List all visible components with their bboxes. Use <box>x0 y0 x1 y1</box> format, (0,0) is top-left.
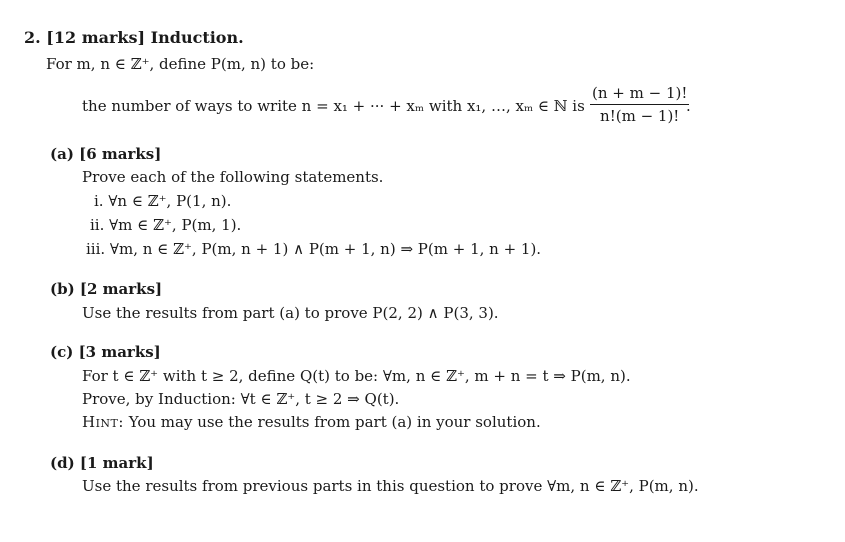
fraction-period: . <box>686 97 691 115</box>
hint-text: You may use the results from part (a) in your solution. <box>128 413 541 431</box>
part-c-label: (c) <box>50 343 74 361</box>
part-d-marks: [1 mark] <box>79 454 154 472</box>
part-b-marks: [2 marks] <box>79 280 163 298</box>
part-c-line1: For t ∈ ℤ⁺ with t ≥ 2, define Q(t) to be: ∀m, n ∈ ℤ⁺, m + n = t ⇒ P(m, n). <box>82 367 631 385</box>
part-d-header <box>50 454 154 472</box>
part-b-text: Use the results from part (a) to prove P(2, 2) ∧ P(3, 3). <box>82 304 499 322</box>
question-intro: For m, n ∈ ℤ⁺, define P(m, n) to be: <box>46 55 315 73</box>
part-a-item-iii: iii. ∀m, n ∈ ℤ⁺, P(m, n + 1) ∧ P(m + 1, n) ⇒ P(m + 1, n + 1). <box>86 240 542 258</box>
part-a-instruction: Prove each of the following statements. <box>82 168 384 186</box>
part-a-item-i: i. ∀n ∈ ℤ⁺, P(1, n). <box>94 192 232 210</box>
part-c-hint <box>82 413 541 431</box>
fraction-numerator: (n + m − 1)! <box>592 84 688 102</box>
fraction-denominator: n!(m − 1)! <box>600 107 680 125</box>
part-d-label: (d) <box>50 454 75 472</box>
part-b-header <box>50 280 162 298</box>
part-a-header <box>50 145 161 163</box>
definition-fraction <box>590 84 689 125</box>
part-c-line2: Prove, by Induction: ∀t ∈ ℤ⁺, t ≥ 2 ⇒ Q(t). <box>82 390 400 408</box>
part-c-marks: [3 marks] <box>78 343 161 361</box>
question-definition: the number of ways to write n = x₁ + ··· + xₘ with x₁, …, xₘ ∈ ℕ is <box>82 97 585 115</box>
question-title: Induction. <box>150 28 244 47</box>
part-c-header <box>50 343 161 361</box>
hint-label: Hint: <box>82 413 124 431</box>
part-a-item-ii: ii. ∀m ∈ ℤ⁺, P(m, 1). <box>90 216 242 234</box>
part-a-marks: [6 marks] <box>79 145 162 163</box>
part-a-label: (a) <box>50 145 74 163</box>
question-marks: [12 marks] <box>46 28 146 47</box>
part-b-label: (b) <box>50 280 75 298</box>
part-d-text: Use the results from previous parts in this question to prove ∀m, n ∈ ℤ⁺, P(m, n). <box>82 477 699 495</box>
question-header <box>24 28 244 47</box>
question-number: 2. <box>24 28 41 47</box>
